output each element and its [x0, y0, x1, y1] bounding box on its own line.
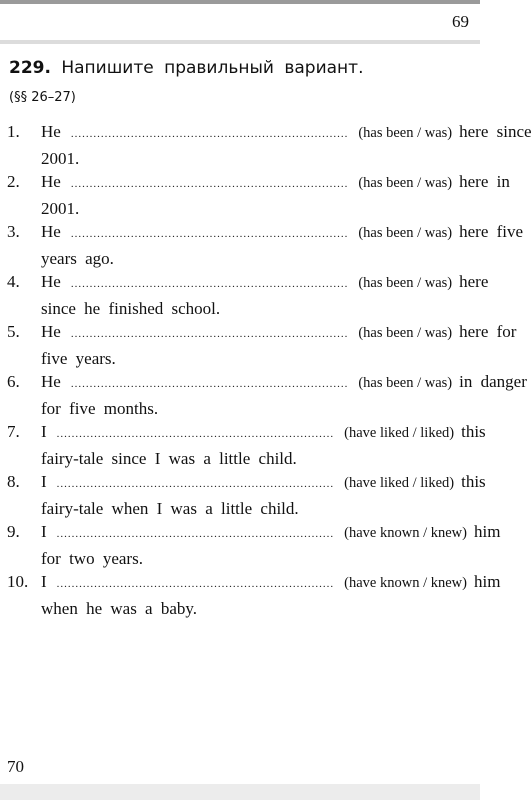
- item-number: 3.: [7, 222, 20, 241]
- exercise-item: [0, 420, 486, 470]
- answer-blank[interactable]: ..........................................................................: [70, 178, 349, 190]
- item-tail: here: [459, 272, 489, 291]
- answer-blank[interactable]: ..........................................................................: [70, 228, 349, 240]
- item-number: 8.: [7, 472, 20, 491]
- exercise-item: [0, 370, 527, 420]
- section-reference: (§§ 26–27): [9, 90, 76, 105]
- item-tail: this: [461, 422, 486, 441]
- exercise-item: [0, 520, 501, 570]
- answer-blank[interactable]: ..........................................................................: [70, 128, 349, 140]
- item-tail: him: [473, 522, 501, 541]
- item-options: (has been / was): [358, 175, 453, 191]
- exercise-items: [0, 120, 532, 620]
- exercise-item: [0, 570, 501, 620]
- item-subject: He: [41, 172, 61, 191]
- top-border: [0, 0, 480, 4]
- item-continuation: five years.: [41, 348, 116, 368]
- item-subject: He: [41, 122, 61, 141]
- item-number: 4.: [7, 272, 20, 291]
- item-options: (has been / was): [358, 375, 453, 391]
- item-options: (have known / knew): [344, 525, 467, 541]
- item-options: (has been / was): [358, 225, 453, 241]
- item-number: 7.: [7, 422, 20, 441]
- item-tail: here in: [459, 172, 510, 191]
- answer-blank[interactable]: ..........................................................................: [70, 328, 349, 340]
- exercise-item: [0, 170, 510, 220]
- item-continuation: since he finished school.: [41, 298, 221, 318]
- answer-blank[interactable]: ..........................................................................: [56, 528, 335, 540]
- item-number: 1.: [7, 122, 20, 141]
- answer-blank[interactable]: ..........................................................................: [56, 428, 335, 440]
- item-number: 9.: [7, 522, 20, 541]
- exercise-item: [0, 470, 486, 520]
- item-options: (has been / was): [358, 125, 453, 141]
- page-separator: [0, 40, 480, 44]
- item-subject: I: [41, 422, 47, 441]
- item-tail: here for: [459, 322, 517, 341]
- item-tail: here since: [459, 122, 532, 141]
- item-subject: I: [41, 472, 47, 491]
- exercise-header: [9, 58, 363, 78]
- item-number: 6.: [7, 372, 20, 391]
- page-number-top: 69: [452, 12, 469, 31]
- item-continuation: for five months.: [41, 398, 159, 418]
- exercise-item: [0, 220, 524, 270]
- item-number: 10.: [7, 572, 29, 591]
- item-subject: I: [41, 522, 47, 541]
- exercise-item: [0, 120, 532, 170]
- item-options: (have liked / liked): [344, 425, 455, 441]
- item-continuation: for two years.: [41, 548, 143, 568]
- item-continuation: fairy-tale since I was a little child.: [41, 448, 297, 468]
- answer-blank[interactable]: ..........................................................................: [56, 478, 335, 490]
- item-options: (has been / was): [358, 325, 453, 341]
- item-subject: He: [41, 372, 61, 391]
- answer-blank[interactable]: ..........................................................................: [70, 378, 349, 390]
- item-tail: this: [461, 472, 486, 491]
- item-options: (has been / was): [358, 275, 453, 291]
- item-continuation: years ago.: [41, 248, 114, 268]
- item-tail: in danger: [459, 372, 527, 391]
- item-continuation: when he was a baby.: [41, 598, 198, 618]
- exercise-title: Напишите правильный вариант.: [61, 58, 364, 78]
- item-number: 5.: [7, 322, 20, 341]
- item-subject: I: [41, 572, 47, 591]
- item-options: (have liked / liked): [344, 475, 455, 491]
- item-subject: He: [41, 322, 61, 341]
- answer-blank[interactable]: ..........................................................................: [56, 578, 335, 590]
- item-continuation: 2001.: [41, 198, 80, 218]
- item-subject: He: [41, 222, 61, 241]
- item-subject: He: [41, 272, 61, 291]
- exercise-item: [0, 270, 489, 320]
- item-tail: him: [473, 572, 501, 591]
- exercise-number: 229.: [9, 58, 51, 78]
- item-continuation: fairy-tale when I was a little child.: [41, 498, 299, 518]
- next-page-strip: [0, 784, 480, 800]
- answer-blank[interactable]: ..........................................................................: [70, 278, 349, 290]
- item-continuation: 2001.: [41, 148, 80, 168]
- exercise-item: [0, 320, 517, 370]
- item-tail: here five: [459, 222, 524, 241]
- item-number: 2.: [7, 172, 20, 191]
- item-options: (have known / knew): [344, 575, 467, 591]
- page-number-bottom: 70: [7, 757, 24, 776]
